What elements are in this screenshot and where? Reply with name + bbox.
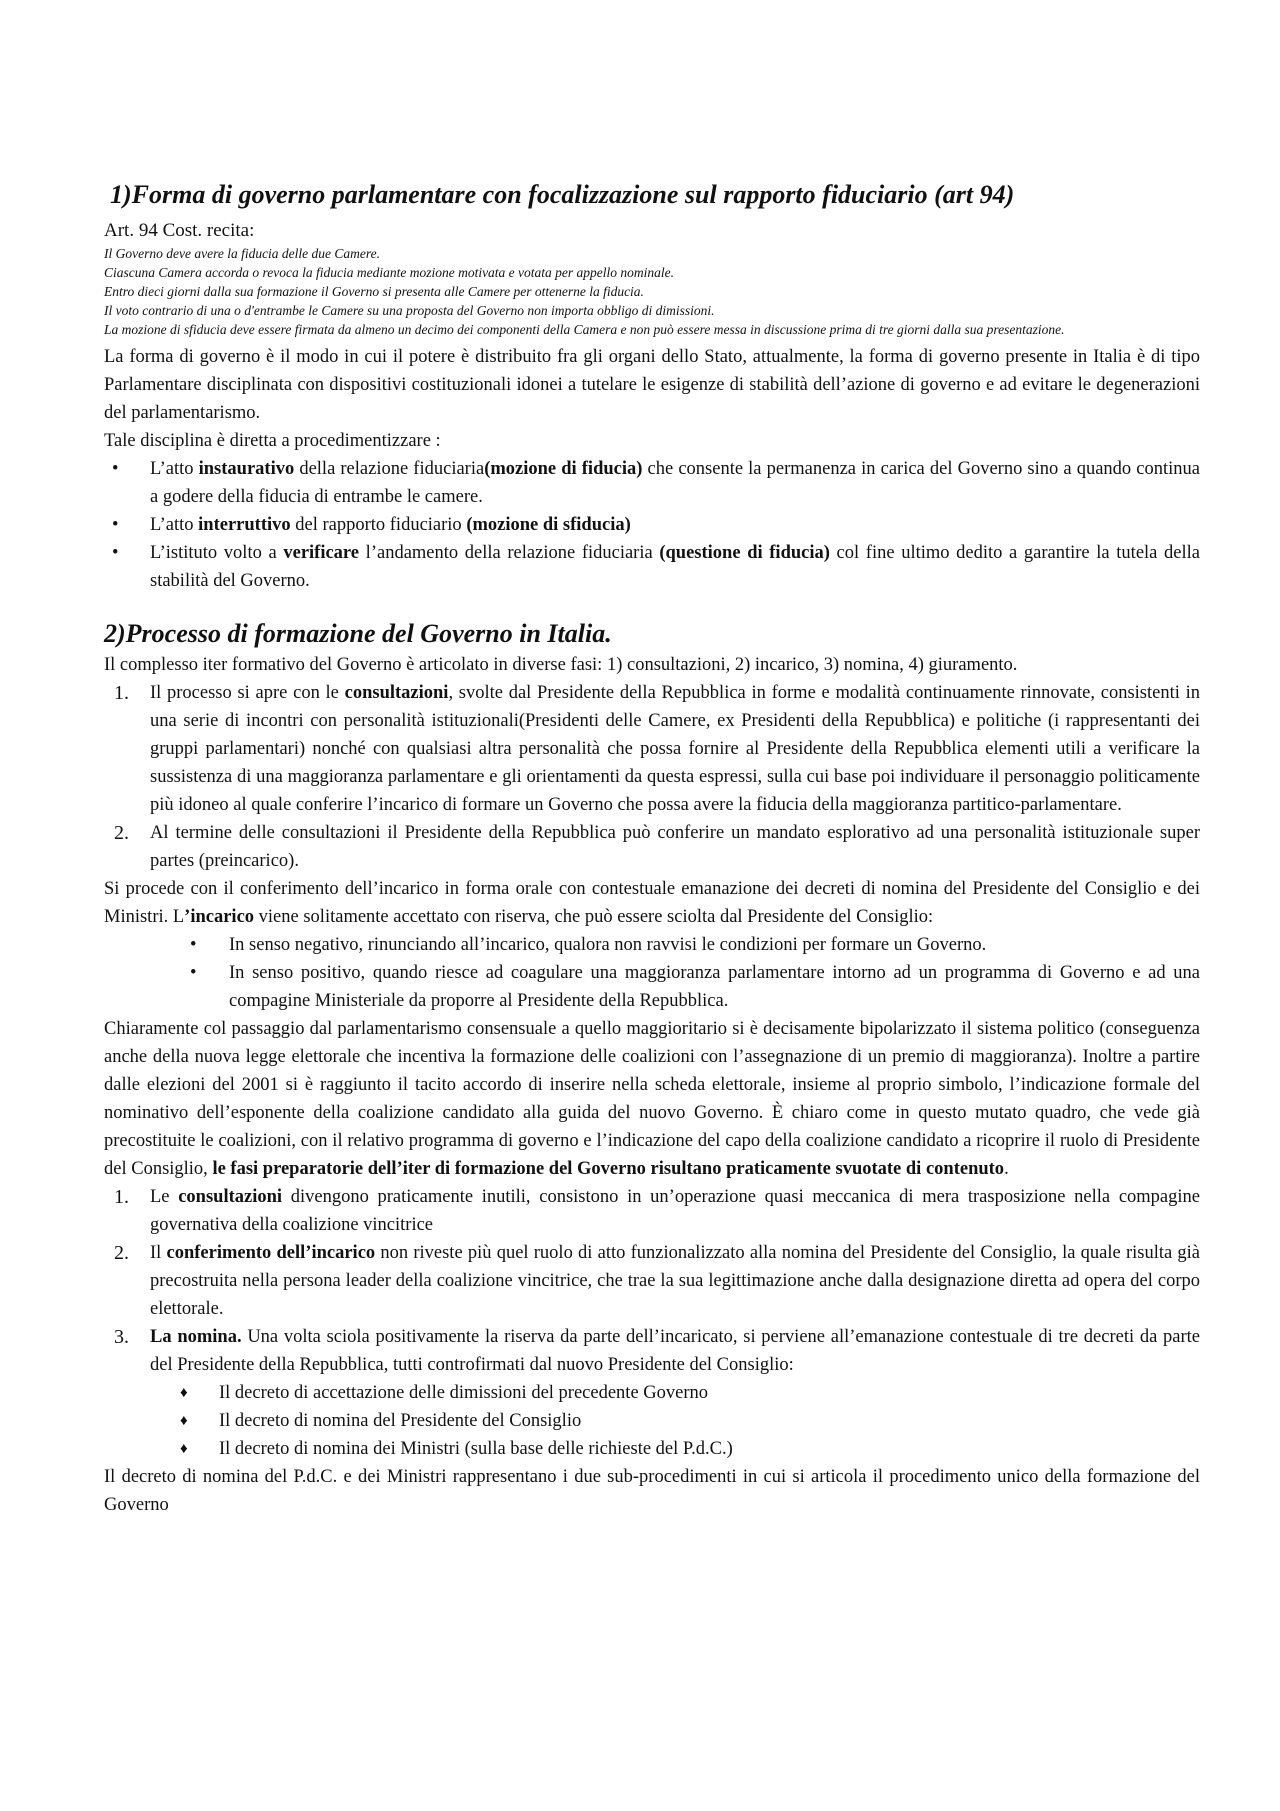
diamond-bullet-icon: ♦ xyxy=(180,1441,188,1457)
list-item: ♦ Il decreto di nomina del Presidente del Consiglio xyxy=(104,1407,1200,1435)
list-item: 3. La nomina. Una volta sciola positivamente la riserva da parte dell’incaricato, si perviene all’emanazione contestuale di tre decreti da parte del Presidente della Repubblica, tutti controfirmati dal nuovo Presidente del Consiglio: xyxy=(104,1323,1200,1379)
list-item: 2. Il conferimento dell’incarico non riveste più quel ruolo di atto funzionalizzato alla nomina del Presidente del Consiglio, la quale risulta già precostruita nella persona leader della coalizione vincitrice, che trae la sua legittimazione anche dalla designazione diretta ad opera del corpo elettorale. xyxy=(104,1239,1200,1323)
list-item: • L’atto instaurativo della relazione fiduciaria(mozione di fiducia) che consente la permanenza in carica del Governo sino a quando continua a godere della fiducia di entrambe le camere. xyxy=(104,455,1200,511)
citation-line: Entro dieci giorni dalla sua formazione il Governo si presenta alle Camere per ottenerne la fiducia. xyxy=(104,284,644,299)
list-item: 1. Il processo si apre con le consultazioni, svolte dal Presidente della Repubblica in forme e modalità continuamente rinnovate, consistenti in una serie di incontri con personalità istituzionali(Presidenti delle Camere, ex Presidenti della Repubblica) e politiche (i rappresentanti dei gruppi parlamentari) nonché con qualsiasi altra personalità che possa fornire al Presidente della Repubblica elementi utili a verificare la sussistenza di una maggioranza parlamentare e gli orientamenti da questa espressi, sulla cui base poi individuare il personaggio politicamente più idoneo al quale conferire l’incarico di formare un Governo che possa avere la fiducia della maggioranza partitico-parlamentare. xyxy=(104,679,1200,819)
decree-list xyxy=(104,1379,1200,1463)
list-item: 2. Al termine delle consultazioni il Presidente della Repubblica può conferire un mandato esplorativo ad una personalità istituzionale super partes (preincarico). xyxy=(104,819,1200,875)
bullet-icon: • xyxy=(112,459,119,479)
list-number: 2. xyxy=(114,822,129,844)
bullet-list xyxy=(104,455,1200,595)
section-1-title: 1)Forma di governo parlamentare con focalizzazione sul rapporto fiduciario (art 94) xyxy=(110,180,1015,209)
list-number: 1. xyxy=(114,1186,129,1208)
paragraph: La forma di governo è il modo in cui il potere è distribuito fra gli organi dello Stato, attualmente, la forma di governo presente in Italia è di tipo Parlamentare disciplinata con dispositivi costituzionali idonei a tutelare le esigenze di stabilità dell’azione di governo e ad evitare le degenerazioni del parlamentarismo. xyxy=(104,347,1200,423)
paragraph: Il decreto di nomina del P.d.C. e dei Ministri rappresentano i due sub-procedimenti in cui si articola il procedimento unico della formazione del Governo xyxy=(104,1467,1200,1515)
list-item: 1. Le consultazioni divengono praticamente inutili, consistono in un’operazione quasi meccanica di mera trasposizione nella compagine governativa della coalizione vincitrice xyxy=(104,1183,1200,1239)
citation-line: Ciascuna Camera accorda o revoca la fiducia mediante mozione motivata e votata per appello nominale. xyxy=(104,265,675,280)
citation-line: Il voto contrario di una o d'entrambe le Camere su una proposta del Governo non importa obbligo di dimissioni. xyxy=(104,303,715,318)
list-number: 3. xyxy=(114,1326,129,1348)
article-citation xyxy=(104,244,1200,339)
diamond-bullet-icon: ♦ xyxy=(180,1385,188,1401)
citation-line: La mozione di sfiducia deve essere firmata da almeno un decimo dei componenti della Camera e non può essere messa in discussione prima di tre giorni dalla sua presentazione. xyxy=(104,322,1065,337)
list-item: • L’istituto volto a verificare l’andamento della relazione fiduciaria (questione di fiducia) col fine ultimo dedito a garantire la tutela della stabilità del Governo. xyxy=(104,539,1200,595)
paragraph: Tale disciplina è diretta a procedimentizzare : xyxy=(104,431,441,451)
list-item: • In senso negativo, rinunciando all’incarico, qualora non ravvisi le condizioni per formare un Governo. xyxy=(104,931,1200,959)
list-item: ♦ Il decreto di accettazione delle dimissioni del precedente Governo xyxy=(104,1379,1200,1407)
numbered-list xyxy=(104,1183,1200,1379)
list-number: 1. xyxy=(114,682,129,704)
paragraph: Si procede con il conferimento dell’incarico in forma orale con contestuale emanazione dei decreti di nomina del Presidente del Consiglio e dei Ministri. L’incarico viene solitamente accettato con riserva, che può essere sciolta dal Presidente del Consiglio: xyxy=(104,879,1200,927)
bullet-icon: • xyxy=(112,543,119,563)
diamond-bullet-icon: ♦ xyxy=(180,1413,188,1429)
citation-line: Il Governo deve avere la fiducia delle due Camere. xyxy=(104,246,381,261)
bullet-icon: • xyxy=(190,963,197,983)
list-item: ♦ Il decreto di nomina dei Ministri (sulla base delle richieste del P.d.C.) xyxy=(104,1435,1200,1463)
paragraph: Chiaramente col passaggio dal parlamentarismo consensuale a quello maggioritario si è decisamente bipolarizzato il sistema politico (conseguenza anche della nuova legge elettorale che incentiva la formazione delle coalizioni con l’assegnazione di un premio di maggioranza). Inoltre a partire dalle elezioni del 2001 si è raggiunto il tacito accordo di inserire nella scheda elettorale, insieme al proprio simbolo, l’indicazione formale del nominativo dell’esponente della coalizione candidato alla guida del nuovo Governo. È chiaro come in questo mutato quadro, che vede già precostituite le coalizioni, con il relativo programma di governo e l’indicazione del capo della coalizione candidato a ricoprire il ruolo di Presidente del Consiglio, le fasi preparatorie dell’iter di formazione del Governo risultano praticamente svuotate di contenuto. xyxy=(104,1019,1200,1179)
list-item: • L’atto interruttivo del rapporto fiduciario (mozione di sfiducia) xyxy=(104,511,1200,539)
section-2-title: 2)Processo di formazione del Governo in Italia. xyxy=(104,619,612,648)
bullet-list xyxy=(104,931,1200,1015)
list-item: • In senso positivo, quando riesce ad coagulare una maggioranza parlamentare intorno ad un programma di Governo e ad una compagine Ministeriale da proporre al Presidente della Repubblica. xyxy=(104,959,1200,1015)
article-intro: Art. 94 Cost. recita: xyxy=(104,220,255,241)
bullet-icon: • xyxy=(112,515,119,535)
paragraph: Il complesso iter formativo del Governo è articolato in diverse fasi: 1) consultazioni, 2) incarico, 3) nomina, 4) giuramento. xyxy=(104,655,1018,675)
list-number: 2. xyxy=(114,1242,129,1264)
bullet-icon: • xyxy=(190,935,197,955)
numbered-list xyxy=(104,679,1200,875)
document-page xyxy=(104,178,1200,1519)
